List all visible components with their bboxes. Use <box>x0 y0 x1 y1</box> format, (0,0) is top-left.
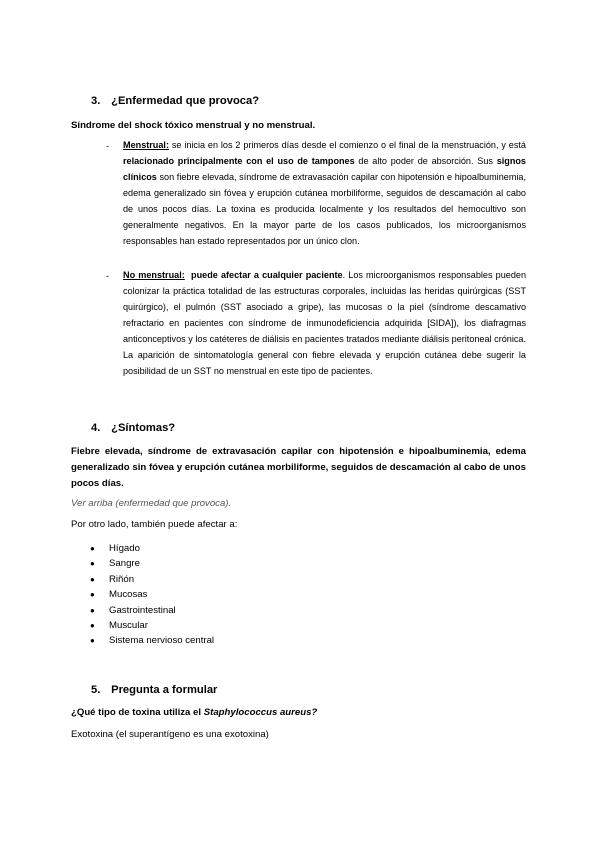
question-text <box>71 707 317 718</box>
list-item-label: Mucosas <box>109 589 148 601</box>
no-menstrual-dash: - <box>106 271 110 281</box>
list-item <box>90 541 214 556</box>
menstrual-text-2: de alto poder de absorción. Sus <box>354 156 497 166</box>
menstrual-text-1: se inicia en los 2 primeros días desde el comienzo o el final de la menstruación, y está <box>168 140 526 150</box>
question-species: Staphylococcus aureus? <box>203 707 318 718</box>
menstrual-dash: - <box>106 141 110 151</box>
bullet-dot-icon: ● <box>90 620 95 630</box>
affected-organs-list <box>90 541 214 649</box>
no-menstrual-bold-1: puede afectar a cualquier paciente <box>184 270 343 280</box>
list-item <box>90 618 214 633</box>
bullet-dot-icon: ● <box>90 574 95 584</box>
menstrual-bold-1: relacionado principalmente con el uso de tampones <box>123 156 355 166</box>
list-item <box>90 587 214 602</box>
list-item-label: Gastrointestinal <box>109 604 176 616</box>
section-3-heading <box>91 95 259 107</box>
list-item <box>90 556 214 571</box>
list-item-label: Riñón <box>109 573 135 585</box>
section-4-title: ¿Síntomas? <box>111 422 176 434</box>
no-menstrual-paragraph <box>123 267 526 379</box>
no-menstrual-label: No menstrual: <box>123 270 185 280</box>
section-3-title: ¿Enfermedad que provoca? <box>111 95 260 107</box>
list-item-label: Sistema nervioso central <box>109 635 215 647</box>
bullet-dot-icon: ● <box>90 636 95 646</box>
answer-text: Exotoxina (el superantígeno es una exotoxina) <box>71 729 269 740</box>
bullet-dot-icon: ● <box>90 559 95 569</box>
menstrual-bold-2: signos clínicos <box>123 156 526 182</box>
bullet-dot-icon: ● <box>90 605 95 615</box>
list-item <box>90 633 214 648</box>
section-3-number: 3. <box>91 95 101 107</box>
section-5-number: 5. <box>91 684 101 696</box>
section-4-number: 4. <box>91 422 101 434</box>
list-item <box>90 572 214 587</box>
question-prefix: ¿Qué tipo de toxina utiliza el <box>71 707 204 718</box>
see-above-note: Ver arriba (enfermedad que provoca). <box>71 498 232 509</box>
list-item-label: Sangre <box>109 558 140 570</box>
menstrual-text-3: son fiebre elevada, síndrome de extravasación capilar con hipotensión e hipoalbuminemia, edema generalizado sin fóvea y erupción cutánea morbiliforme, seguidos de descamación al cabo de unos pocos días. La toxina es producida localmente y los resultados del hemocultivo son generalmente negativos. En la mayor parte de los casos publicados, los microorganismos responsables han estado representados por un único clon. <box>123 172 526 246</box>
also-affects-text: Por otro lado, también puede afectar a: <box>71 519 238 530</box>
list-item-label: Hígado <box>109 543 140 554</box>
bullet-dot-icon: ● <box>90 590 95 600</box>
menstrual-label: Menstrual: <box>123 140 169 150</box>
section-3-subtitle: Síndrome del shock tóxico menstrual y no menstrual. <box>71 120 316 131</box>
section-5-heading <box>91 684 217 696</box>
no-menstrual-text-1: . Los microorganismos responsables pueden colonizar la práctica totalidad de las estructuras corporales, incluidas las heridas quirúrgicas (SST quirúrgico), el pulmón (SST asociado a gripe), las mucosas o la piel (síndrome descamativo refractario en pacientes con síndrome de inmunodeficiencia adquirida [SIDA]), los diafragmas anticonceptivos y los catéteres de diálisis en pacientes tratados mediante diálisis peritoneal crónica. La aparición de sintomatología general con fiebre elevada y erupción cutánea debe sugerir la posibilidad de un SST no menstrual en este tipo de pacientes. <box>123 270 527 376</box>
menstrual-paragraph <box>123 137 526 249</box>
list-item <box>90 603 214 618</box>
section-4-heading <box>91 422 175 434</box>
bullet-dot-icon: ● <box>90 544 95 553</box>
list-item-label: Muscular <box>109 619 148 631</box>
section-5-title: Pregunta a formular <box>111 684 218 696</box>
symptoms-summary: Fiebre elevada, síndrome de extravasación capilar con hipotensión e hipoalbuminemia, edema generalizado sin fóvea y erupción cutánea morbiliforme, seguidos de descamación al cabo de unos pocos días. <box>71 446 526 489</box>
